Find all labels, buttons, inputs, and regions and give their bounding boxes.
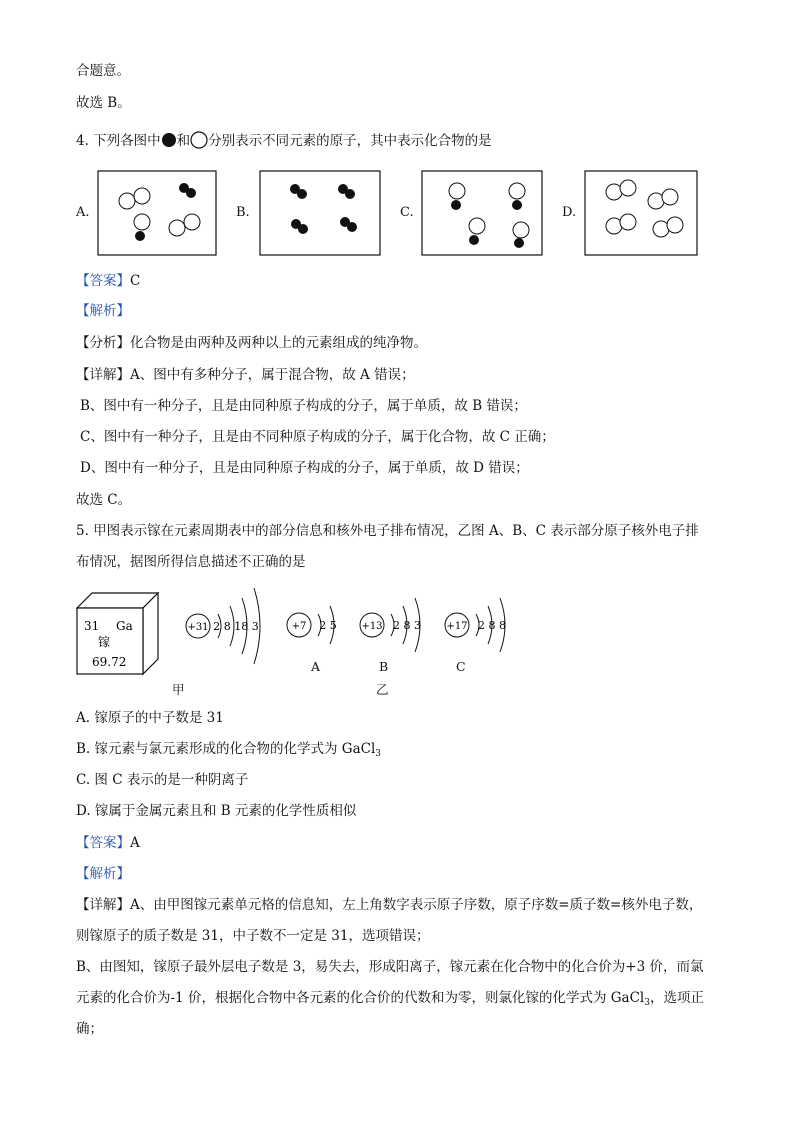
select-4: 故选 C。 bbox=[76, 492, 132, 508]
text-line: 合题意。 bbox=[76, 63, 130, 79]
nucleus-charge: +17 bbox=[446, 621, 468, 632]
gallium-atom-diagram bbox=[182, 584, 278, 668]
analysis-4-fenxi: 【分析】化合物是由两种及两种以上的元素组成的纯净物。 bbox=[76, 335, 427, 351]
figure-label-jia: 甲 bbox=[172, 682, 185, 697]
electron-shells: 2 5 bbox=[319, 619, 337, 632]
answer-4: 【答案】C bbox=[76, 273, 141, 289]
nucleus-charge: +13 bbox=[361, 621, 383, 632]
electron-shells: 2 8 3 bbox=[393, 619, 421, 632]
detail-4-a: 【详解】A、图中有多种分子，属于混合物，故 A 错误； bbox=[76, 367, 415, 383]
question-4-stem: 4. 下列各图中 和 分别表示不同元素的原子，其中表示化合物的是 bbox=[76, 133, 492, 149]
detail-4-c: C、图中有一种分子，且是由不同种原子构成的分子，属于化合物，故 C 正确； bbox=[80, 429, 555, 445]
option-label-b: B. bbox=[236, 205, 250, 220]
q5-option-b: B. 镓元素与氯元素形成的化合物的化学式为 GaCl$_3$ bbox=[76, 741, 382, 759]
detail-5-a-cont: 则镓原子的质子数是 31，中子数不一定是 31，选项错误； bbox=[76, 928, 430, 944]
option-label-d: D. bbox=[562, 205, 577, 220]
q5-option-c: C. 图 C 表示的是一种阴离子 bbox=[76, 772, 249, 788]
atom-a-diagram bbox=[284, 600, 344, 652]
element-name: 镓 bbox=[98, 635, 111, 649]
electron-shells: 2 8 8 bbox=[478, 619, 506, 632]
option-a-figure bbox=[97, 170, 217, 256]
electron-shells: 2 8 18 3 bbox=[213, 620, 259, 633]
option-b-figure bbox=[259, 170, 381, 256]
atomic-number: 31 bbox=[84, 619, 100, 633]
option-label-c: C. bbox=[400, 205, 414, 220]
option-label-a: A. bbox=[76, 205, 90, 220]
answer-5: 【答案】A bbox=[76, 835, 140, 851]
detail-5-b-line2: 元素的化合价为-1 价，根据化合物中各元素的化合价的代数和为零，则氯化镓的化学式为 GaCl$_3$，选项正 bbox=[76, 990, 704, 1008]
question-5-stem-line2: 布情况，据图所得信息描述不正确的是 bbox=[76, 554, 306, 570]
atom-b-diagram bbox=[357, 594, 433, 658]
atomic-mass: 69.72 bbox=[92, 655, 127, 669]
atom-c-label: C bbox=[456, 659, 466, 674]
option-d-figure bbox=[584, 170, 698, 256]
atom-a-label: A bbox=[311, 659, 321, 674]
detail-4-b: B、图中有一种分子，且是由同种原子构成的分子，属于单质，故 B 错误； bbox=[80, 398, 527, 414]
figure-label-yi: 乙 bbox=[376, 682, 389, 697]
analysis-5-heading: 【解析】 bbox=[76, 866, 130, 882]
text-line: 故选 B。 bbox=[76, 95, 131, 111]
option-c-figure bbox=[421, 170, 543, 256]
atom-c-diagram bbox=[442, 594, 518, 658]
white-atom-icon bbox=[190, 131, 208, 149]
detail-5-a: 【详解】A、由甲图镓元素单元格的信息知，左上角数字表示原子序数，原子序数=质子数=核外电子数， bbox=[76, 897, 703, 913]
detail-5-b-line3: 确； bbox=[76, 1021, 103, 1037]
detail-4-d: D、图中有一种分子，且是由同种原子构成的分子，属于单质，故 D 错误； bbox=[80, 460, 529, 476]
gallium-element-card bbox=[76, 592, 160, 676]
question-5-stem-line1: 5. 甲图表示镓在元素周期表中的部分信息和核外电子排布情况，乙图 A、B、C 表示部分原子核外电子排 bbox=[76, 523, 699, 539]
nucleus-charge: +31 bbox=[187, 622, 209, 633]
nucleus-charge: +7 bbox=[291, 621, 307, 632]
detail-5-b-line1: B、由图知，镓原子最外层电子数是 3，易失去，形成阳离子，镓元素在化合物中的化合价为+3 价，而氯 bbox=[76, 959, 704, 975]
analysis-4-heading: 【解析】 bbox=[76, 303, 130, 319]
black-atom-icon bbox=[161, 132, 177, 148]
q5-option-d: D. 镓属于金属元素且和 B 元素的化学性质相似 bbox=[76, 803, 357, 819]
atom-b-label: B bbox=[379, 659, 389, 674]
q5-option-a: A. 镓原子的中子数是 31 bbox=[76, 710, 224, 726]
element-symbol: Ga bbox=[116, 619, 133, 633]
